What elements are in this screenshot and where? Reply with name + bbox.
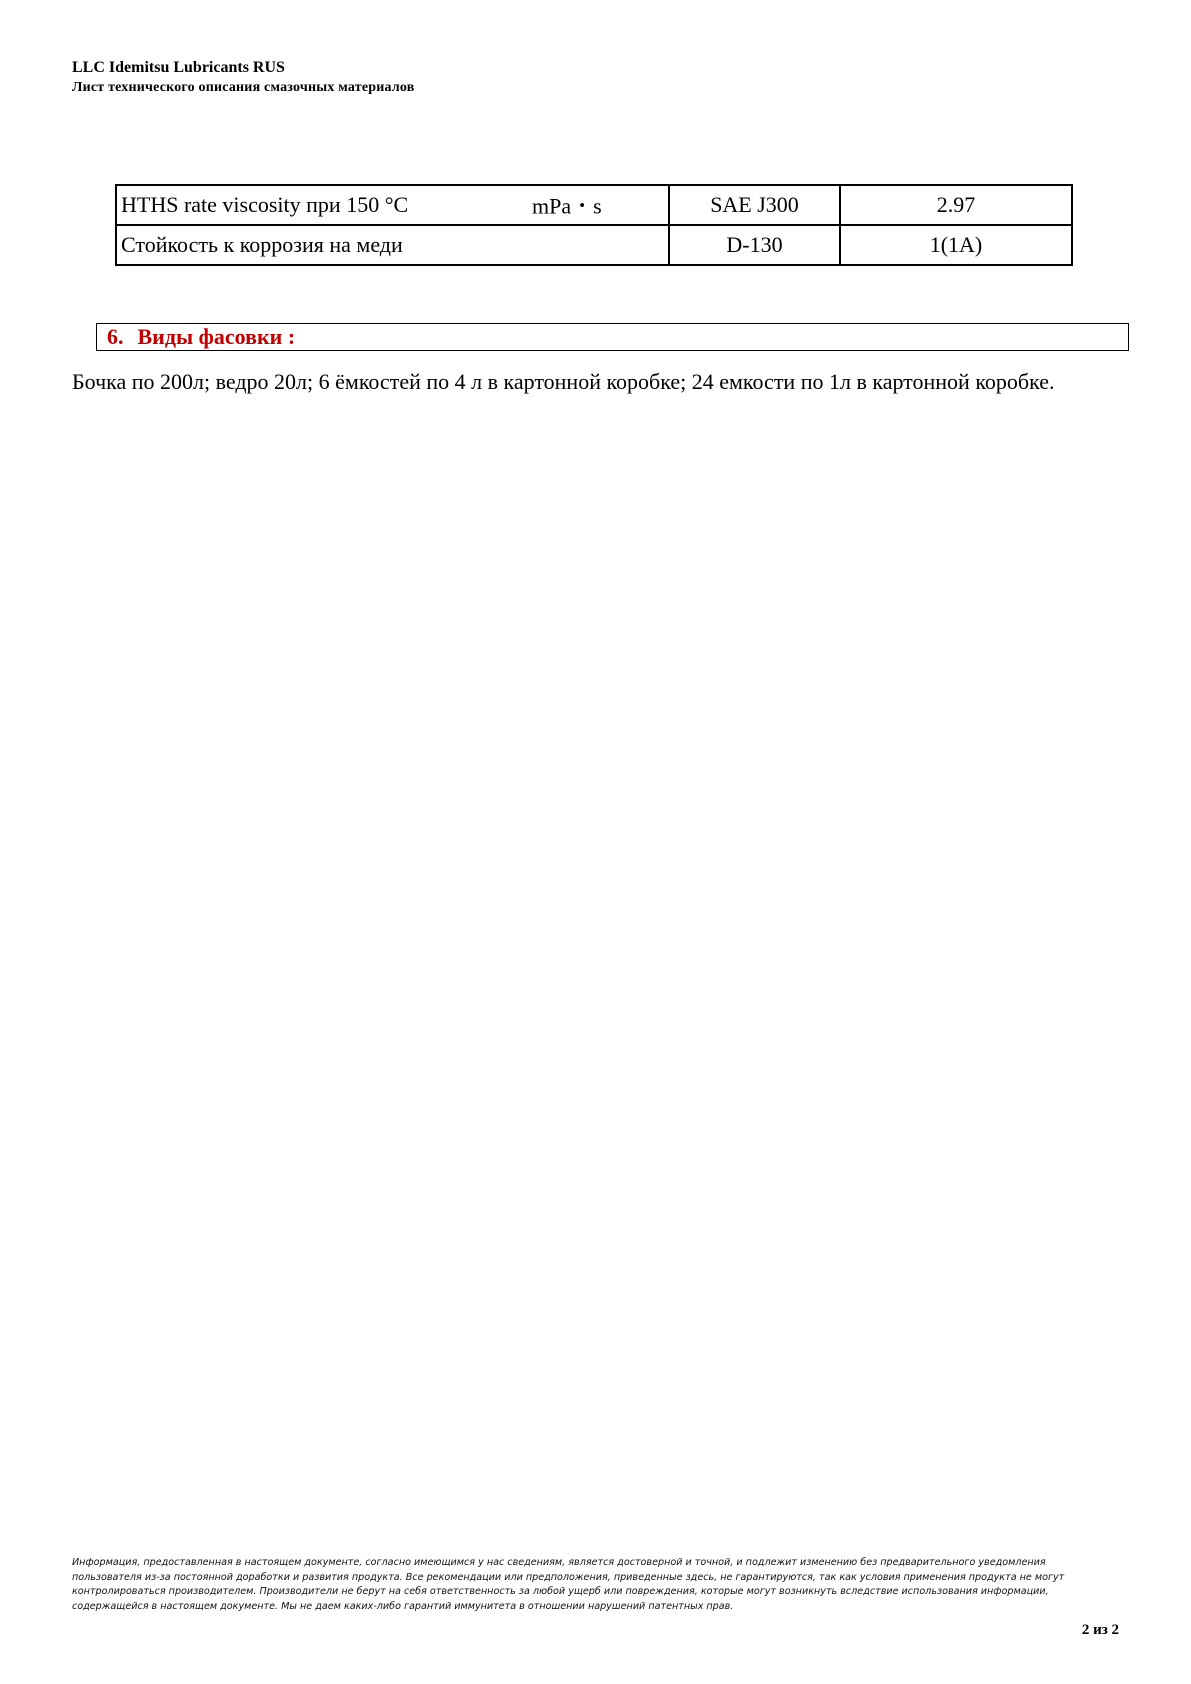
property-unit: mPa・s [532,193,602,219]
property-value: 1(1A) [840,225,1072,265]
document-subtitle: Лист технического описания смазочных материалов [72,80,415,95]
properties-table [115,184,1073,266]
page-number: 2 из 2 [1081,1622,1119,1638]
property-name: HTHS rate viscosity при 150 °C [121,192,409,217]
packaging-text: Бочка по 200л; ведро 20л; 6 ёмкостей по 4 л в картонной коробке; 24 емкости по 1л в картонной коробке. [72,369,1055,394]
company-name: LLC Idemitsu Lubricants RUS [72,59,285,76]
test-method: D-130 [669,225,840,265]
property-value: 2.97 [840,185,1072,225]
property-cell [116,225,669,265]
footer-disclaimer: Информация, предоставленная в настоящем документе, согласно имеющимся у нас сведениям, является достоверной и точной, и подлежит изменению без предварительного уведомления пользователя из-за постоянной доработки и развития продукта. Все рекомендации или предположения, приведенные здесь, не гарантируются, так как условия применения продукта не могут контролироваться производителем. Производители не берут на себя ответственность за любой ущерб или повреждения, которые могут возникнуть вследствие использования информации, содержащейся в настоящем документе. Мы не даем каких-либо гарантий иммунитета в отношении нарушений патентных прав. [72,1557,1065,1612]
table-row [116,225,1072,265]
section-number: 6. [107,324,124,349]
section-6-heading [96,323,1129,351]
section-title: Виды фасовки : [137,324,296,349]
table-row [116,185,1072,225]
test-method: SAE J300 [669,185,840,225]
property-name: Стойкость к коррозия на меди [121,232,403,257]
property-cell [116,185,669,225]
document-header [72,58,414,98]
